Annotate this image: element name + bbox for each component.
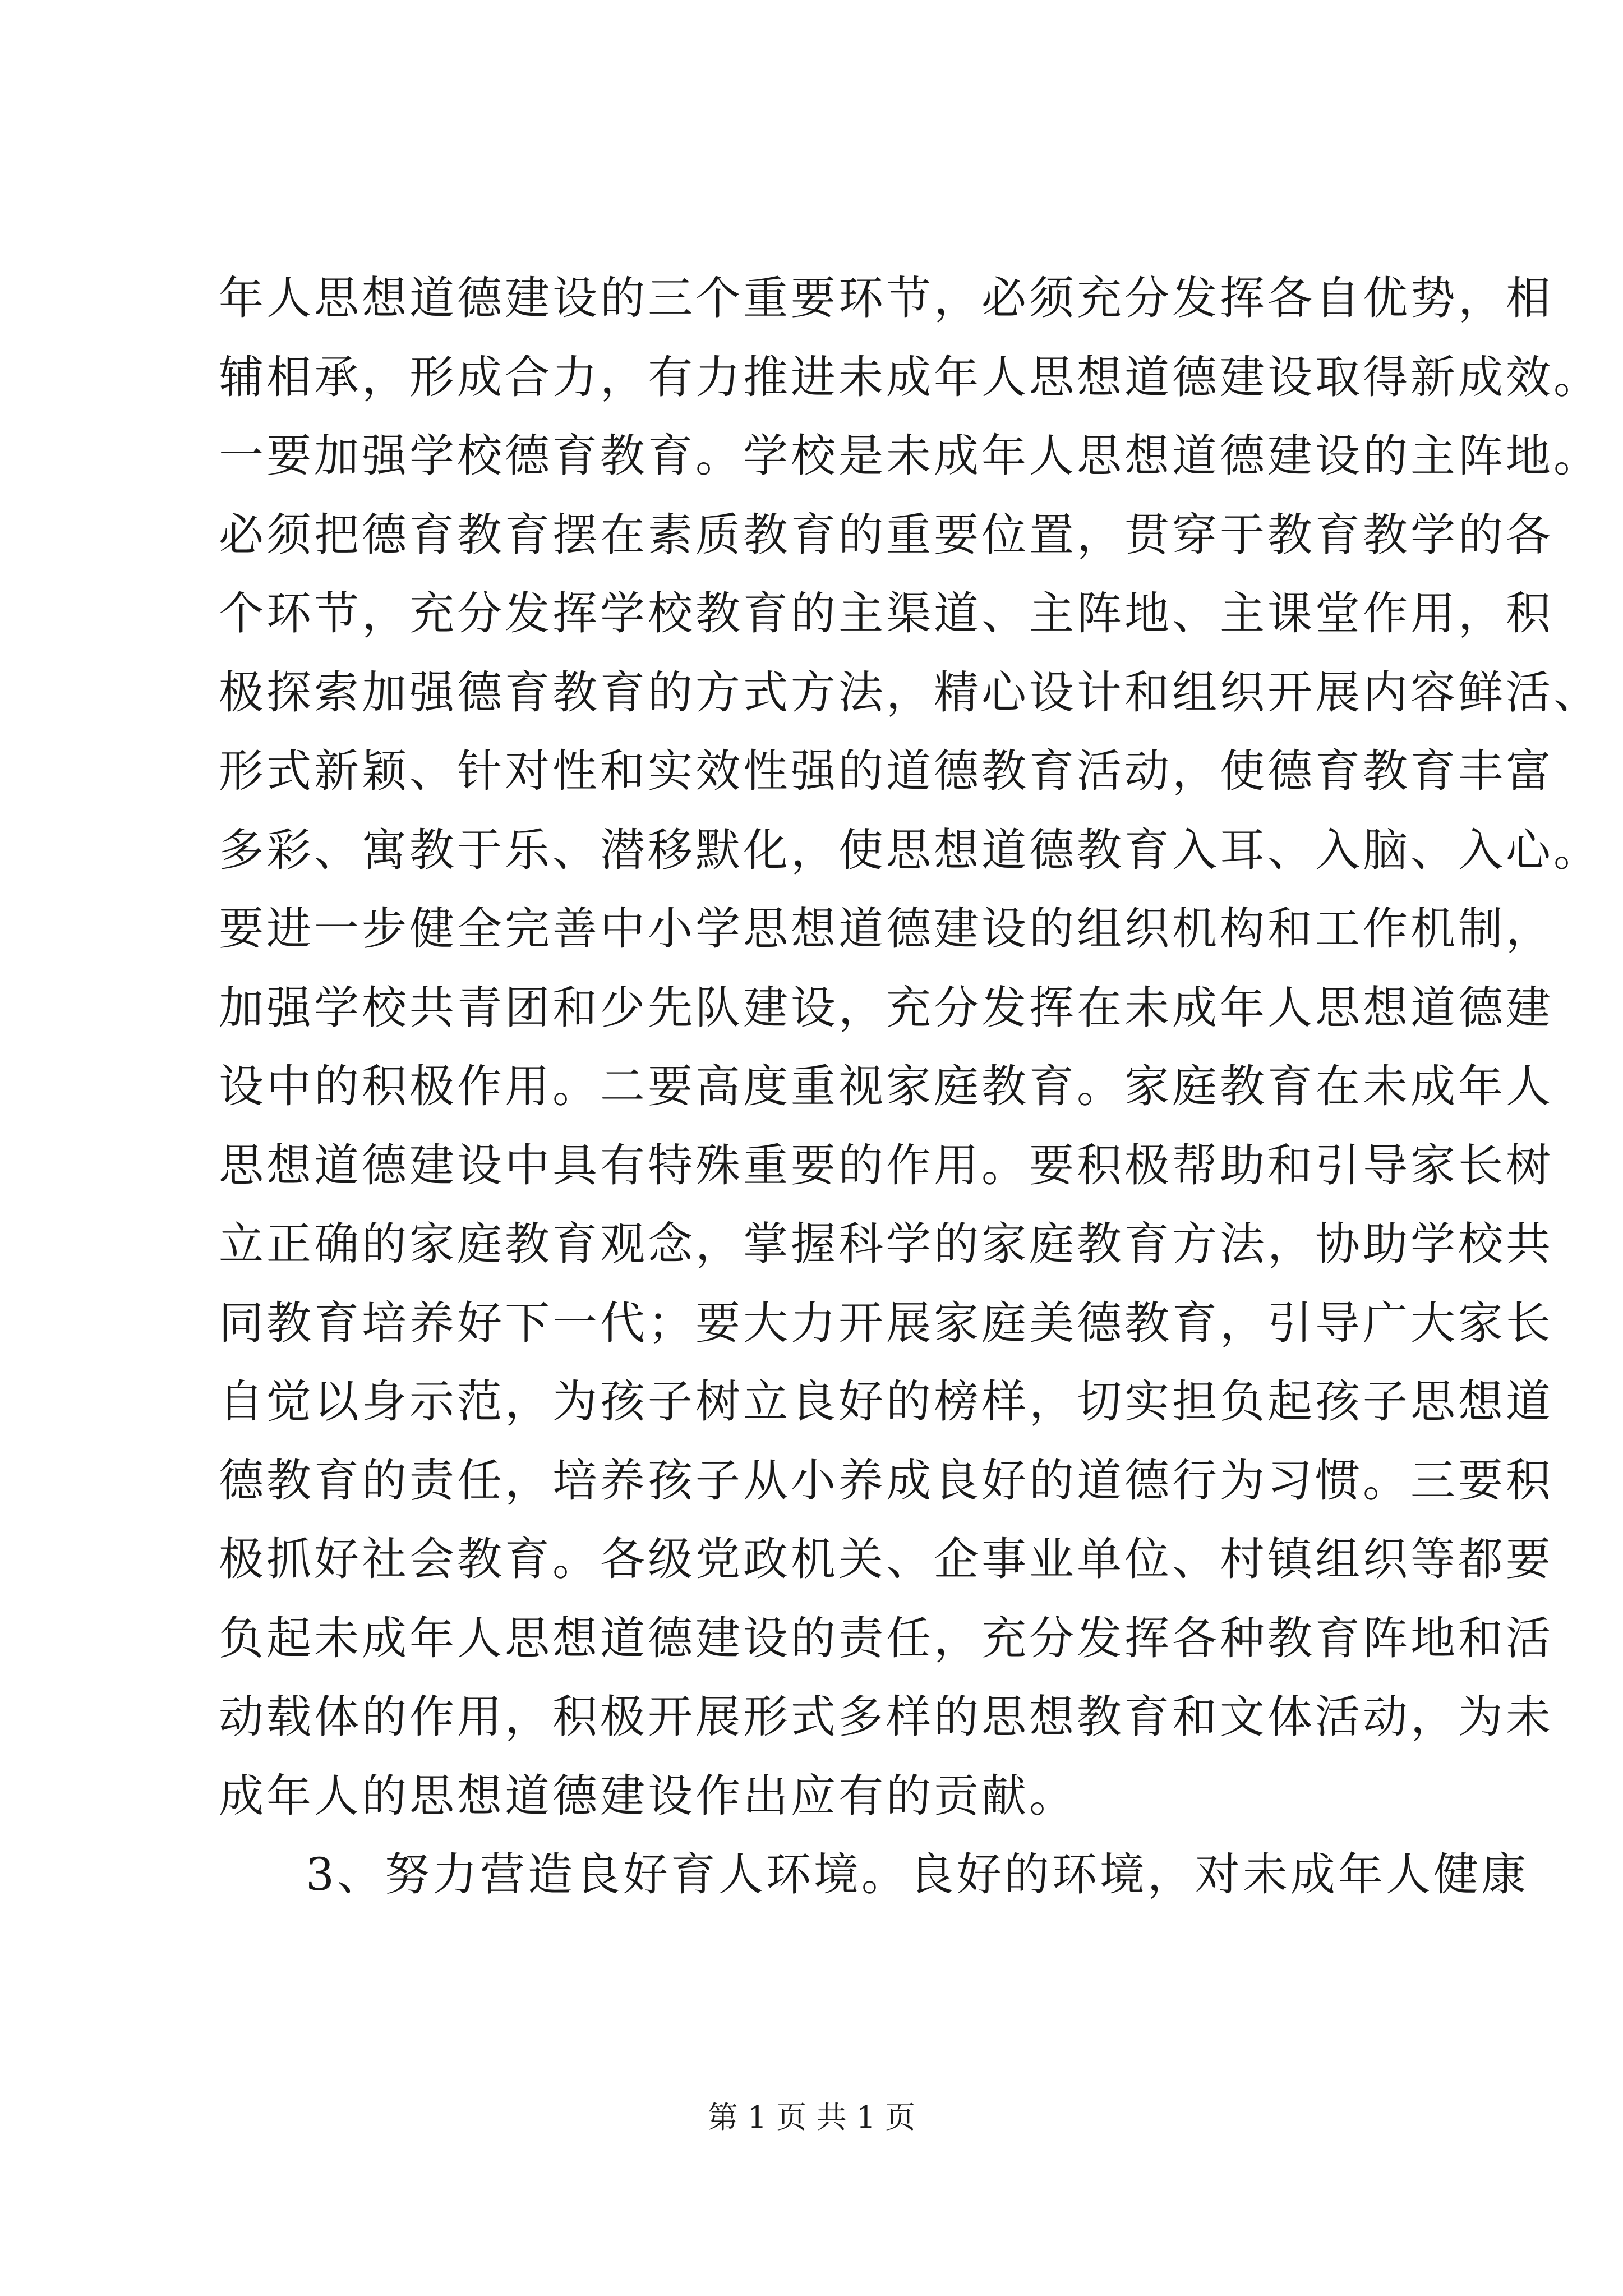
text-line: 德教育的责任，培养孩子从小养成良好的道德行为习惯。三要积 bbox=[219, 1454, 1553, 1507]
text-line: 个环节，充分发挥学校教育的主渠道、主阵地、主课堂作用，积 bbox=[219, 587, 1553, 639]
text-line: 负起未成年人思想道德建设的责任，充分发挥各种教育阵地和活 bbox=[219, 1612, 1553, 1664]
text-line: 成年人的思想道德建设作出应有的贡献。 bbox=[219, 1769, 1077, 1822]
text-line: 动载体的作用，积极开展形式多样的思想教育和文体活动，为未 bbox=[219, 1691, 1553, 1743]
page-footer: 第 1 页 共 1 页 bbox=[707, 2100, 916, 2135]
text-line: 设中的积极作用。二要高度重视家庭教育。家庭教育在未成年人 bbox=[219, 1060, 1553, 1112]
text-line: 立正确的家庭教育观念，掌握科学的家庭教育方法，协助学校共 bbox=[219, 1218, 1553, 1270]
body-text bbox=[219, 259, 1601, 1915]
text-line: 要进一步健全完善中小学思想道德建设的组织机构和工作机制， bbox=[219, 903, 1553, 955]
text-line: 一要加强学校德育教育。学校是未成年人思想道德建设的主阵地。 bbox=[219, 430, 1601, 482]
text-line: 辅相承，形成合力，有力推进未成年人思想道德建设取得新成效。 bbox=[219, 351, 1601, 403]
paragraph-start-line: 3、努力营造良好育人环境。良好的环境，对未成年人健康 bbox=[306, 1848, 1529, 1901]
text-line: 年人思想道德建设的三个重要环节，必须充分发挥各自优势，相 bbox=[219, 272, 1553, 324]
text-line: 加强学校共青团和少先队建设，充分发挥在未成年人思想道德建 bbox=[219, 981, 1553, 1034]
text-line: 极探索加强德育教育的方式方法，精心设计和组织开展内容鲜活、 bbox=[219, 666, 1601, 719]
text-line: 形式新颖、针对性和实效性强的道德教育活动，使德育教育丰富 bbox=[219, 745, 1553, 797]
text-line: 必须把德育教育摆在素质教育的重要位置，贯穿于教育教学的各 bbox=[219, 508, 1553, 561]
text-line: 极抓好社会教育。各级党政机关、企事业单位、村镇组织等都要 bbox=[219, 1533, 1553, 1585]
text-line: 思想道德建设中具有特殊重要的作用。要积极帮助和引导家长树 bbox=[219, 1139, 1553, 1191]
text-line: 自觉以身示范，为孩子树立良好的榜样，切实担负起孩子思想道 bbox=[219, 1375, 1553, 1428]
text-line: 多彩、寓教于乐、潜移默化，使思想道德教育入耳、入脑、入心。 bbox=[219, 823, 1601, 876]
text-line: 同教育培养好下一代；要大力开展家庭美德教育，引导广大家长 bbox=[219, 1296, 1553, 1349]
